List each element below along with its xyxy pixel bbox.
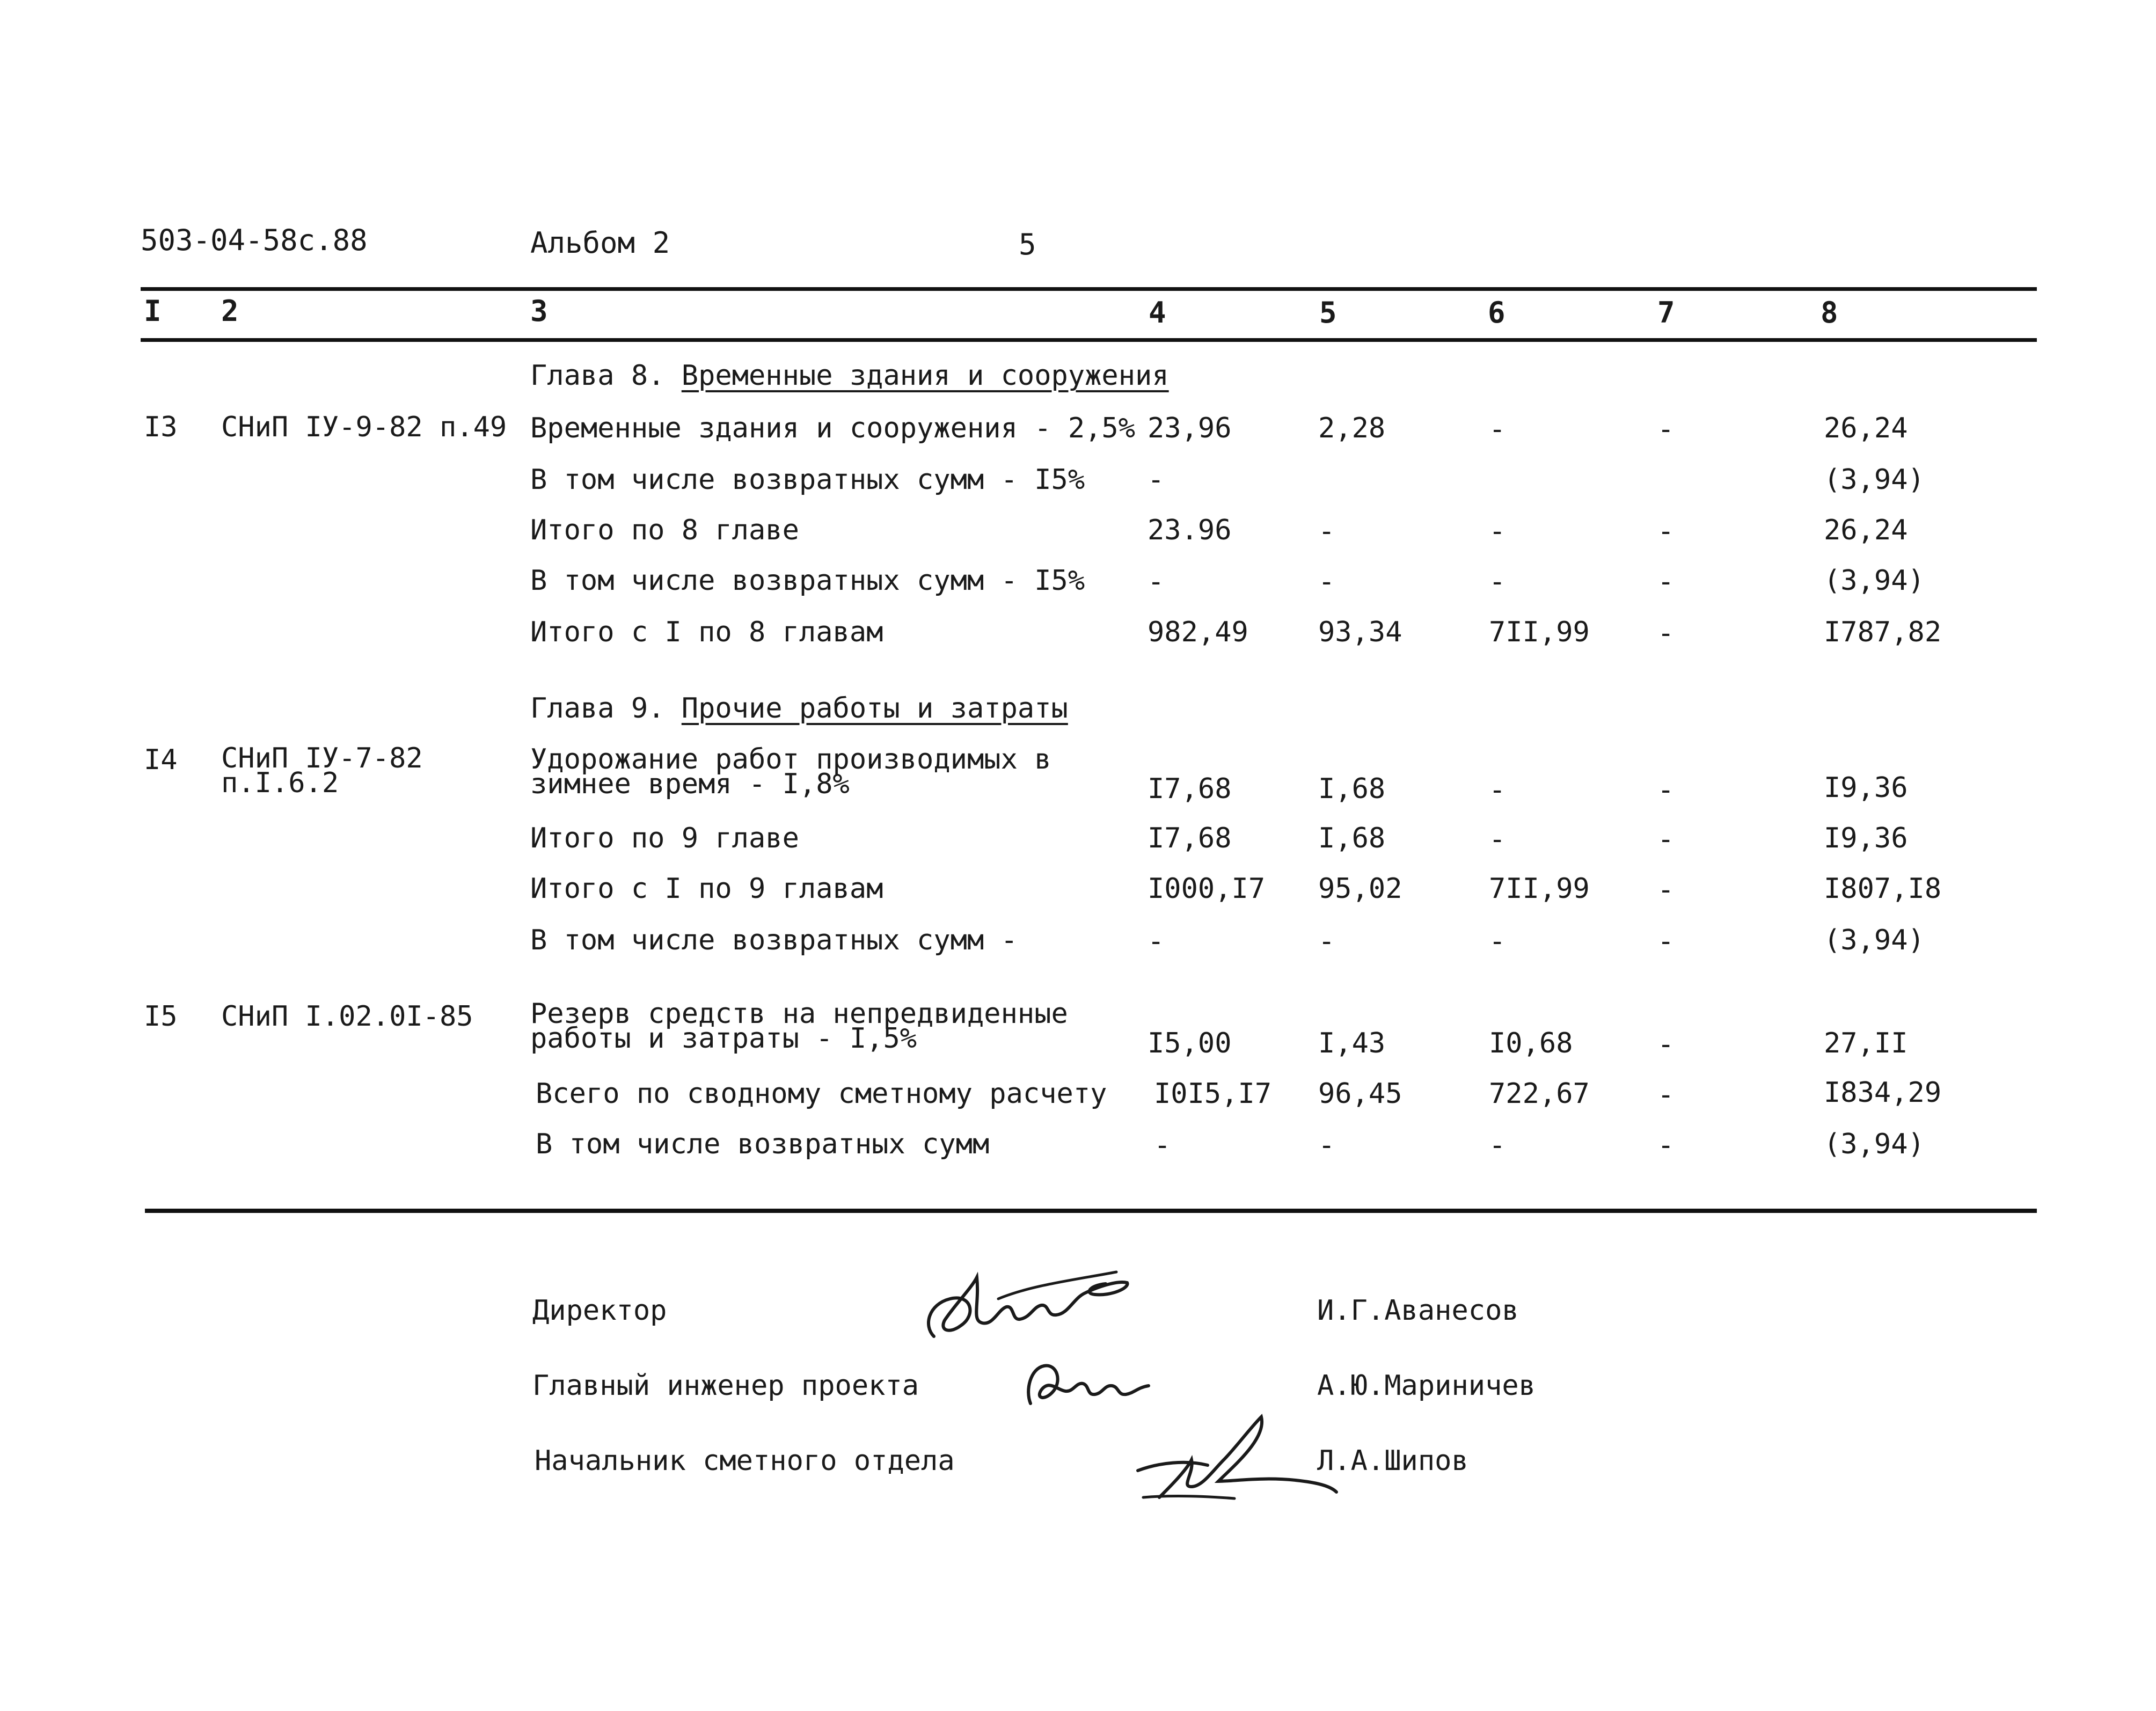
signatory-name: А.Ю.Мариничев: [1317, 1370, 1536, 1402]
row-description: [530, 998, 1068, 1055]
row-number: I5: [144, 1000, 178, 1033]
cell-col4: 23.96: [1148, 514, 1232, 546]
norm-reference: СНиП IУ-9-82 п.49: [221, 411, 507, 443]
album-label: Альбом 2: [530, 226, 670, 260]
table-top-rule: [141, 287, 2037, 291]
row-description: В том числе возвратных сумм -: [530, 924, 1018, 956]
chapter-8-title: Временные здания и сооружения: [681, 360, 1169, 392]
cell-col5: I,43: [1318, 1027, 1386, 1059]
cell-col5: I,68: [1318, 773, 1386, 805]
cell-col7: -: [1657, 1079, 1675, 1111]
row-number: I4: [144, 744, 178, 776]
cell-col6: 7II,99: [1489, 873, 1590, 905]
cell-col7: -: [1657, 823, 1675, 855]
row-description: Всего по сводному сметному расчету: [536, 1078, 1107, 1110]
cell-col4: I7,68: [1148, 773, 1232, 805]
cell-col8: (3,94): [1824, 565, 1925, 597]
cell-col6: I0,68: [1489, 1027, 1573, 1059]
signatory-role: Главный инженер проекта: [532, 1370, 919, 1402]
signatory-role: Директор: [532, 1295, 667, 1327]
row-description: Итого с I по 9 главам: [530, 873, 883, 905]
chapter-9-title: Прочие работы и затраты: [681, 692, 1068, 725]
cell-col4: I5,00: [1148, 1027, 1232, 1059]
column-header: I: [144, 294, 162, 328]
cell-col8: I807,I8: [1824, 873, 1942, 905]
cell-col5: -: [1318, 515, 1335, 547]
row-description: В том числе возвратных сумм - I5%: [530, 565, 1085, 597]
chapter-8-label: Глава 8.: [530, 360, 665, 392]
norm-reference-line: СНиП IУ-7-82: [221, 742, 423, 774]
column-header: 3: [530, 294, 548, 328]
cell-col6: 7II,99: [1489, 616, 1590, 648]
cell-col5: 93,34: [1318, 616, 1402, 648]
cell-col6: -: [1489, 823, 1506, 855]
cell-col8: I9,36: [1824, 772, 1908, 804]
director-signature: [912, 1256, 1138, 1352]
column-header: 8: [1821, 296, 1838, 330]
cell-col4: -: [1148, 566, 1165, 598]
cell-col6: -: [1489, 925, 1506, 957]
cell-col8: (3,94): [1824, 924, 1925, 956]
cell-col7: -: [1657, 774, 1675, 806]
row-description-line: работы и затраты - I,5%: [530, 1022, 917, 1055]
cell-col4: I7,68: [1148, 822, 1232, 854]
norm-reference-line: п.I.6.2: [221, 767, 339, 799]
row-description: Итого по 9 главе: [530, 822, 799, 854]
cell-col6: -: [1489, 774, 1506, 806]
cell-col4: 982,49: [1148, 616, 1248, 648]
row-description: Итого с I по 8 главам: [530, 616, 883, 648]
cell-col4: -: [1148, 925, 1165, 957]
estimate-head-signature: [1127, 1406, 1342, 1508]
cell-col7: -: [1657, 1129, 1675, 1161]
cell-col6: -: [1489, 566, 1506, 598]
signatory-role: Начальник сметного отдела: [535, 1445, 955, 1477]
table-bottom-rule: [145, 1209, 2037, 1213]
cell-col5: 95,02: [1318, 873, 1402, 905]
row-description: [530, 743, 1051, 800]
cell-col6: -: [1489, 515, 1506, 547]
table-header-rule: [141, 338, 2037, 342]
norm-reference: СНиП I.02.0I-85: [221, 1000, 473, 1033]
chapter-8-heading: [530, 361, 1169, 391]
column-header: 6: [1488, 296, 1505, 330]
cell-col4: I0I5,I7: [1154, 1078, 1272, 1110]
norm-reference: [221, 742, 423, 799]
row-description: Итого по 8 главе: [530, 514, 799, 546]
column-header: 4: [1149, 296, 1166, 330]
row-description-line: зимнее время - I,8%: [530, 768, 850, 800]
row-description-line: Резерв средств на непредвиденные: [530, 998, 1068, 1030]
cell-col6: -: [1489, 1129, 1506, 1161]
row-description-line: Удорожание работ производимых в: [530, 743, 1051, 776]
column-header: 7: [1657, 296, 1675, 330]
cell-col5: 96,45: [1318, 1078, 1402, 1110]
cell-col4: I000,I7: [1148, 873, 1266, 905]
cell-col4: 23,96: [1148, 412, 1232, 444]
column-header: 2: [221, 294, 239, 328]
row-number: I3: [144, 411, 178, 443]
cell-col5: -: [1318, 566, 1335, 598]
cell-col8: 26,24: [1824, 514, 1908, 546]
signatory-name: Л.А.Шипов: [1317, 1445, 1468, 1477]
cell-col8: 26,24: [1824, 412, 1908, 444]
row-description: Временные здания и сооружения - 2,5%: [530, 412, 1136, 444]
page-number: 5: [1019, 228, 1036, 261]
row-description: В том числе возвратных сумм: [536, 1128, 990, 1160]
cell-col4: -: [1154, 1129, 1171, 1161]
cell-col8: (3,94): [1824, 1128, 1925, 1160]
row-description: В том числе возвратных сумм - I5%: [530, 464, 1085, 496]
cell-col8: I834,29: [1824, 1077, 1942, 1109]
cell-col8: (3,94): [1824, 464, 1925, 496]
cell-col7: -: [1657, 874, 1675, 906]
cell-col7: -: [1657, 413, 1675, 445]
cell-col5: 2,28: [1318, 412, 1386, 444]
cell-col6: -: [1489, 413, 1506, 445]
cell-col7: -: [1657, 515, 1675, 547]
cell-col6: 722,67: [1489, 1078, 1590, 1110]
cell-col7: -: [1657, 1028, 1675, 1061]
column-header: 5: [1319, 296, 1337, 330]
cell-col8: I9,36: [1824, 822, 1908, 854]
cell-col5: I,68: [1318, 822, 1386, 854]
chapter-9-heading: [530, 693, 1068, 723]
document-code: 503-04-58c.88: [141, 223, 368, 257]
cell-col8: I787,82: [1824, 616, 1942, 648]
cell-col4: -: [1148, 464, 1165, 496]
signatory-name: И.Г.Аванесов: [1317, 1295, 1519, 1327]
chapter-9-label: Глава 9.: [530, 692, 665, 725]
cell-col7: -: [1657, 617, 1675, 649]
cell-col5: -: [1318, 1129, 1335, 1161]
cell-col8: 27,II: [1824, 1027, 1908, 1059]
cell-col5: -: [1318, 925, 1335, 957]
cell-col7: -: [1657, 566, 1675, 598]
cell-col7: -: [1657, 925, 1675, 957]
